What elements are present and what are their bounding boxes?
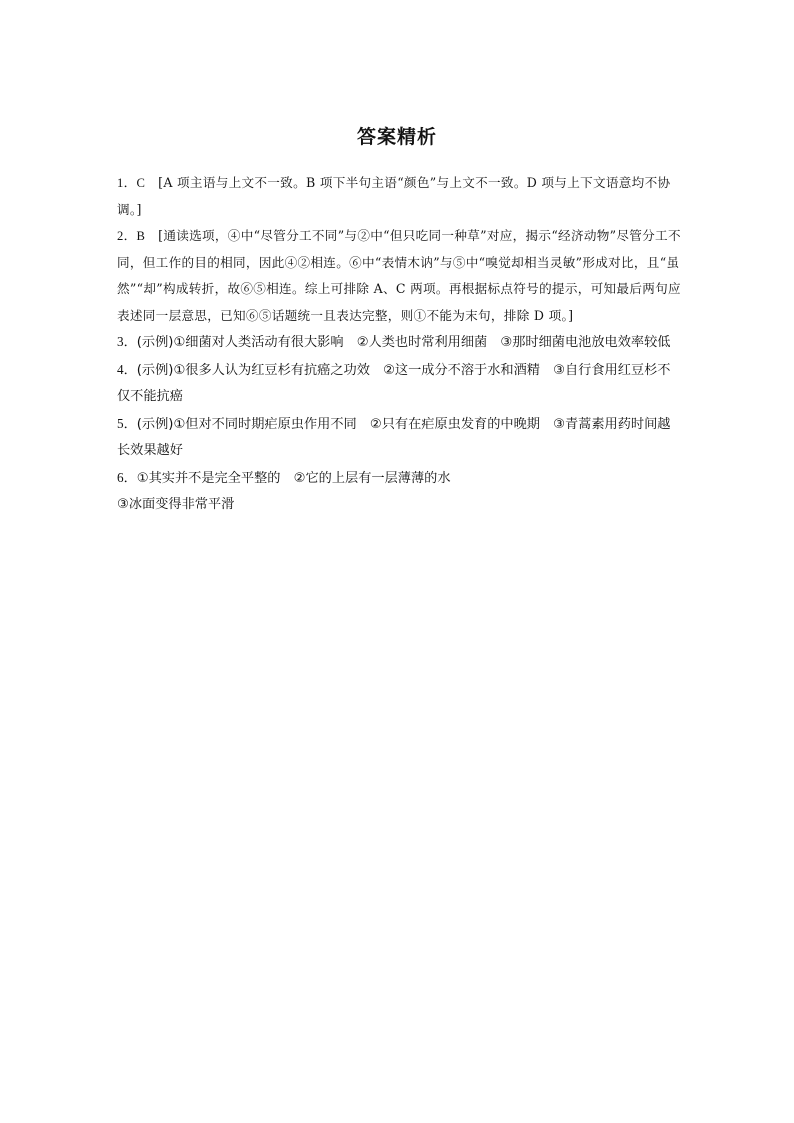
answer-item-6 — [117, 465, 683, 519]
answer-item-1 — [117, 170, 683, 223]
answer-explanation: [通读选项，④中“尽管分工不同”与②中“但只吃同一种草”对应，揭示“经济动物”尽管分工不同，但工作的目的相同，因此④②相连。⑥中“表情木讷”与⑤中“嗅觉却相当灵敏”形成对比，且“虽然”“却”构成转折，故⑥⑤相连。综上可排除 A、C 两项。再根据标点符号的提示，可知最后两句应表述同一层意思，已知⑥⑤话题统一且表达完整，则①不能为末句，排除 D 项。] — [117, 228, 681, 323]
page-title: 答案精析 — [356, 126, 437, 148]
answer-text: (示例)①但对不同时期疟原虫作用不同 ②只有在疟原虫发育的中晚期 ③青蒿素用药时间越长效果越好 — [117, 416, 671, 458]
answer-text: (示例)①细菌对人类活动有很大影响 ②人类也时常利用细菌 ③那时细菌电池放电效率较低 — [136, 335, 671, 350]
answer-item-4 — [117, 357, 683, 411]
answer-text: (示例)①很多人认为红豆杉有抗癌之功效 ②这一成分不溶于水和酒精 ③自行食用红豆杉不仅不能抗癌 — [117, 362, 671, 404]
answer-number: 1．C — [117, 176, 146, 190]
answer-item-2 — [117, 223, 683, 329]
answer-list — [117, 170, 683, 519]
answer-text: ①其实并不是完全平整的 ②它的上层有一层薄薄的水 — [136, 470, 451, 486]
answer-number: 3． — [117, 334, 137, 349]
answer-item-3 — [117, 329, 683, 357]
answer-number: 2．B — [117, 229, 146, 243]
answer-number: 6． — [117, 469, 137, 485]
answer-number: 4． — [117, 361, 137, 377]
answer-explanation: [A 项主语与上文不一致。B 项下半句主语“颜色”与上文不一致。D 项与上下文语意均不协调。] — [117, 175, 671, 217]
answer-number: 5． — [117, 415, 137, 431]
answer-item-5 — [117, 411, 683, 465]
answer-text-continuation: ③冰面变得非常平滑 — [117, 497, 235, 512]
